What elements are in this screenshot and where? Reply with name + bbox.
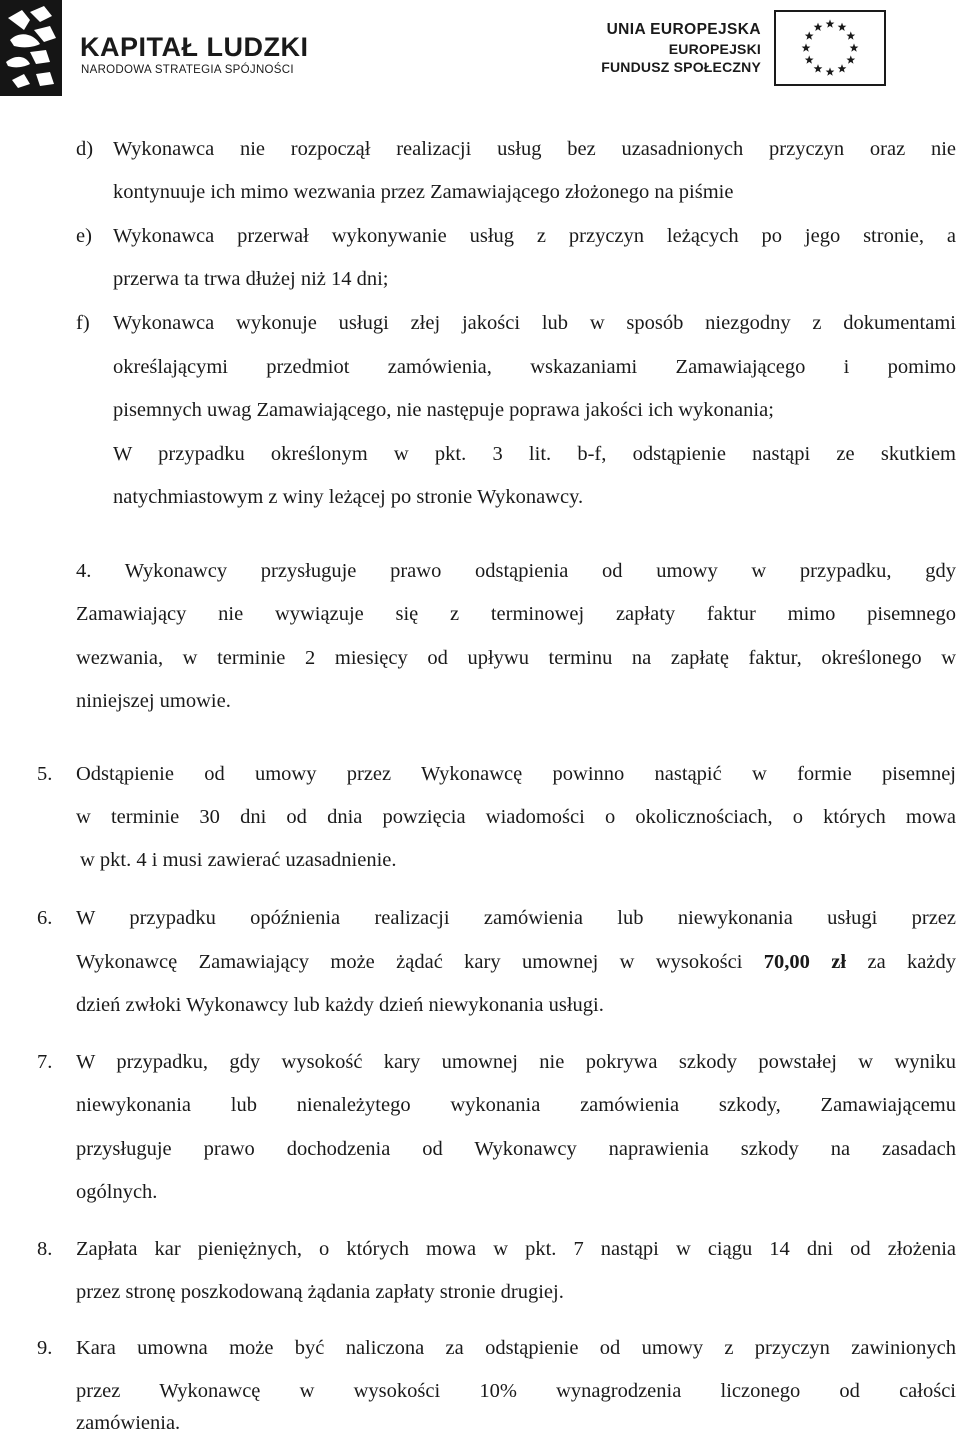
section-6-line1: W przypadku opóźnienia realizacji zamówienia lub niewykonania usługi przez [76, 907, 956, 929]
section-7-line4: ogólnych. [76, 1181, 158, 1203]
penalty-amount: 70,00 zł [763, 951, 847, 973]
closing-line2: natychmiastowym z winy leżącej po stronie Wykonawcy. [113, 486, 584, 508]
eu-star [850, 43, 859, 51]
eu-star [805, 55, 814, 63]
section-8-line2: przez stronę poszkodowaną żądania zapłaty stronie drugiej. [76, 1281, 564, 1303]
eu-star [814, 23, 823, 31]
section-5-line3: w pkt. 4 i musi zawierać uzasadnienie. [80, 849, 397, 871]
kapital-ludzki-emblem-icon [0, 0, 62, 96]
section-4-line2: Zamawiający nie wywiązuje się z terminowej zapłaty faktur mimo pisemnego [76, 603, 956, 625]
section-4-line4: niniejszej umowie. [76, 690, 231, 712]
kapital-ludzki-subtitle: NARODOWA STRATEGIA SPÓJNOŚCI [81, 64, 294, 76]
eu-logo-text [601, 20, 761, 76]
section-7-line3: przysługuje prawo dochodzenia od Wykonawcy naprawienia szkody na zasadach [76, 1138, 956, 1160]
section-9-number: 9. [37, 1337, 53, 1359]
section-6-line2 [76, 941, 956, 985]
section-5-number: 5. [37, 763, 53, 785]
section-9-line3: zamówienia. [76, 1412, 181, 1434]
section-7-line1: W przypadku, gdy wysokość kary umownej nie pokrywa szkody powstałej w wyniku [76, 1051, 956, 1073]
eu-logo [596, 10, 886, 90]
eu-flag-stars-icon [774, 10, 886, 86]
eu-star [838, 64, 847, 72]
item-e-line2: przerwa ta trwa dłużej niż 14 dni; [113, 268, 389, 290]
item-f-line1: Wykonawca wykonuje usługi złej jakości lub w sposób niezgodny z dokumentami [113, 312, 956, 334]
section-4-line1 [76, 550, 956, 594]
eu-logo-line2: EUROPEJSKI [668, 41, 761, 57]
eu-logo-line1: UNIA EUROPEJSKA [606, 21, 761, 38]
eu-star [802, 43, 811, 51]
section-6-line3: dzień zwłoki Wykonawcy lub każdy dzień niewykonania usługi. [76, 994, 604, 1016]
section-7-number: 7. [37, 1051, 53, 1073]
eu-star [805, 31, 814, 39]
closing-line1: W przypadku określonym w pkt. 3 lit. b-f, odstąpienie nastąpi ze skutkiem [113, 443, 956, 465]
section-5-line1: Odstąpienie od umowy przez Wykonawcę powinno nastąpić w formie pisemnej [76, 763, 956, 785]
eu-star [814, 64, 823, 72]
item-d-marker: d) [76, 138, 94, 160]
section-7-line2: niewykonania lub nienależytego wykonania zamówienia szkody, Zamawiającemu [76, 1094, 956, 1116]
kapital-ludzki-title: KAPITAŁ LUDZKI [80, 32, 309, 62]
eu-star [846, 55, 855, 63]
item-f-line3: pisemnych uwag Zamawiającego, nie następuje poprawa jakości ich wykonania; [113, 399, 774, 421]
section-8-number: 8. [37, 1238, 53, 1260]
eu-star [846, 31, 855, 39]
item-f-marker: f) [76, 312, 90, 334]
section-4-text1: Wykonawcy przysługuje prawo odstąpienia od umowy w przypadku, gdy [124, 560, 956, 582]
item-e-marker: e) [76, 225, 92, 247]
item-e-line1: Wykonawca przerwał wykonywanie usług z przyczyn leżących po jego stronie, a [113, 225, 956, 247]
section-4-number: 4. [76, 560, 92, 582]
item-d-line2: kontynuuje ich mimo wezwania przez Zamawiającego złożonego na piśmie [113, 181, 734, 203]
page-header [0, 0, 960, 100]
section-6-text-before: Wykonawcę Zamawiający może żądać kary umownej w wysokości [76, 951, 764, 973]
section-4-line3: wezwania, w terminie 2 miesięcy od upływu terminu na zapłatę faktur, określonego w [76, 647, 956, 669]
section-9-line1: Kara umowna może być naliczona za odstąpienie od umowy z przyczyn zawinionych [76, 1337, 956, 1359]
section-8-line1: Zapłata kar pieniężnych, o których mowa w pkt. 7 nastąpi w ciągu 14 dni od złożenia [76, 1238, 956, 1260]
section-9-line2: przez Wykonawcę w wysokości 10% wynagrodzenia liczonego od całości [76, 1380, 956, 1402]
eu-logo-line3: FUNDUSZ SPOŁECZNY [601, 59, 761, 75]
eu-star [826, 67, 835, 75]
eu-star [826, 19, 835, 27]
section-6-number: 6. [37, 907, 53, 929]
eu-star [838, 23, 847, 31]
section-5-line2: w terminie 30 dni od dnia powzięcia wiadomości o okolicznościach, o których mowa [76, 806, 956, 828]
item-f-line2: określającymi przedmiot zamówienia, wskazaniami Zamawiającego i pomimo [113, 356, 956, 378]
section-6-text-after: za każdy [846, 951, 956, 973]
kapital-ludzki-logo [0, 0, 309, 100]
item-d-line1: Wykonawca nie rozpoczął realizacji usług bez uzasadnionych przyczyn oraz nie [113, 138, 956, 160]
